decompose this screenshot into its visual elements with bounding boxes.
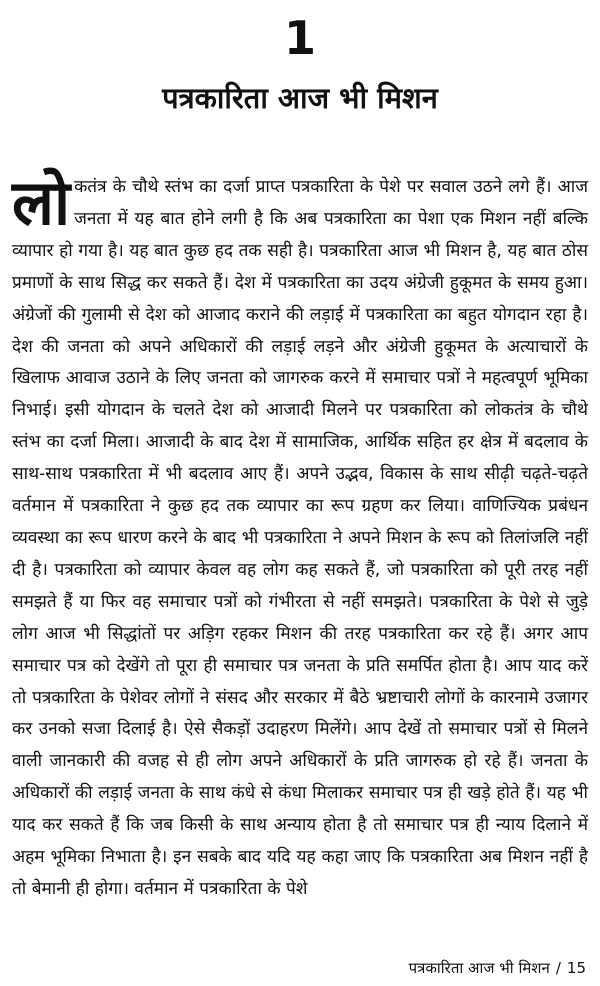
running-title: पत्रकारिता आज भी मिशन (408, 959, 550, 977)
page-number: 15 (566, 959, 586, 977)
chapter-number: 1 (283, 11, 316, 65)
chapter-body-paragraph (12, 166, 588, 906)
page-footer (409, 957, 586, 979)
chapter-title: पत्रकारिता आज भी मिशन (162, 81, 438, 115)
drop-cap: लो (12, 166, 71, 239)
footer-separator: / (555, 959, 561, 977)
paragraph-text: कतंत्र के चौथे स्तंभ का दर्जा प्राप्त पत्रकारिता के पेशे पर सवाल उठने लगे हैं। आज जनता में यह बात होने लगी है कि अब पत्रकारिता का पेशा एक मिशन नहीं बल्कि व्यापार हो गया है। यह बात कुछ हद तक सही है। पत्रकारिता आज भी मिशन है, यह बात ठोस प्रमाणों के साथ सिद्ध कर सकते हैं। देश में पत्रकारिता का उदय अंग्रेजी हुकूमत के समय हुआ। अंग्रेजों की गुलामी से देश को आजाद कराने की लड़ाई में पत्रकारिता का बहुत योगदान रहा है। देश की जनता को अपने अधिकारों की लड़ाई लड़ने और अंग्रेजी हुकूमत के अत्याचारों के खिलाफ आवाज उठाने के लिए जनता को जागरुक करने में समाचार पत्रों ने महत्वपूर्ण भूमिका निभाई। इसी योगदान के चलते देश को आजादी मिलने पर पत्रकारिता को लोकतंत्र के चौथे स्तंभ का दर्जा मिला। आजादी के बाद देश में सामाजिक, आर्थिक सहित हर क्षेत्र में बदलाव के साथ-साथ पत्रकारिता में भी बदलाव आए हैं। अपने उद्भव, विकास के साथ सीढ़ी चढ़ते-चढ़ते वर्तमान में पत्रकारिता ने कुछ हद तक व्यापार का रूप ग्रहण कर लिया। वाणिज्यिक प्रबंधन व्यवस्था का रूप धारण करने के बाद भी पत्रकारिता ने अपने मिशन के रूप को तिलांजलि नहीं दी है। पत्रकारिता को व्यापार केवल वह लोग कह सकते हैं, जो पत्रकारिता को पूरी तरह नहीं समझते हैं या फिर वह समाचार पत्रों को गंभीरता से नहीं समझते। पत्रकारिता के पेशे से जुड़े लोग आज भी सिद्धांतों पर अड़िग रहकर मिशन की तरह पत्रकारिता कर रहे हैं। अगर आप समाचार पत्र को देखेंगे तो पूरा ही समाचार पत्र जनता के प्रति समर्पित होता है। आप याद करें तो पत्रकारिता के पेशेवर लोगों ने संसद और सरकार में बैठे भ्रष्टाचारी लोगों के कारनामे उजागर कर उनको सजा दिलाई है। ऐसे सैकड़ों उदाहरण मिलेंगे। आप देखें तो समाचार पत्रों से मिलने वाली जानकारी की वजह से ही लोग अपने अधिकारों के प्रति जागरुक हो रहे हैं। जनता के अधिकारों की लड़ाई जनता के साथ कंधे से कंधा मिलाकर समाचार पत्र ही खड़े होते हैं। यह भी याद कर सकते हैं कि जब किसी के साथ अन्याय होता है तो समाचार पत्र ही न्याय दिलाने में अहम भूमिका निभाता है। इन सबके बाद यदि यह कहा जाए कि पत्रकारिता अब मिशन नहीं है तो बेमानी ही होगा। वर्तमान में पत्रकारिता के पेशे (12, 177, 588, 899)
